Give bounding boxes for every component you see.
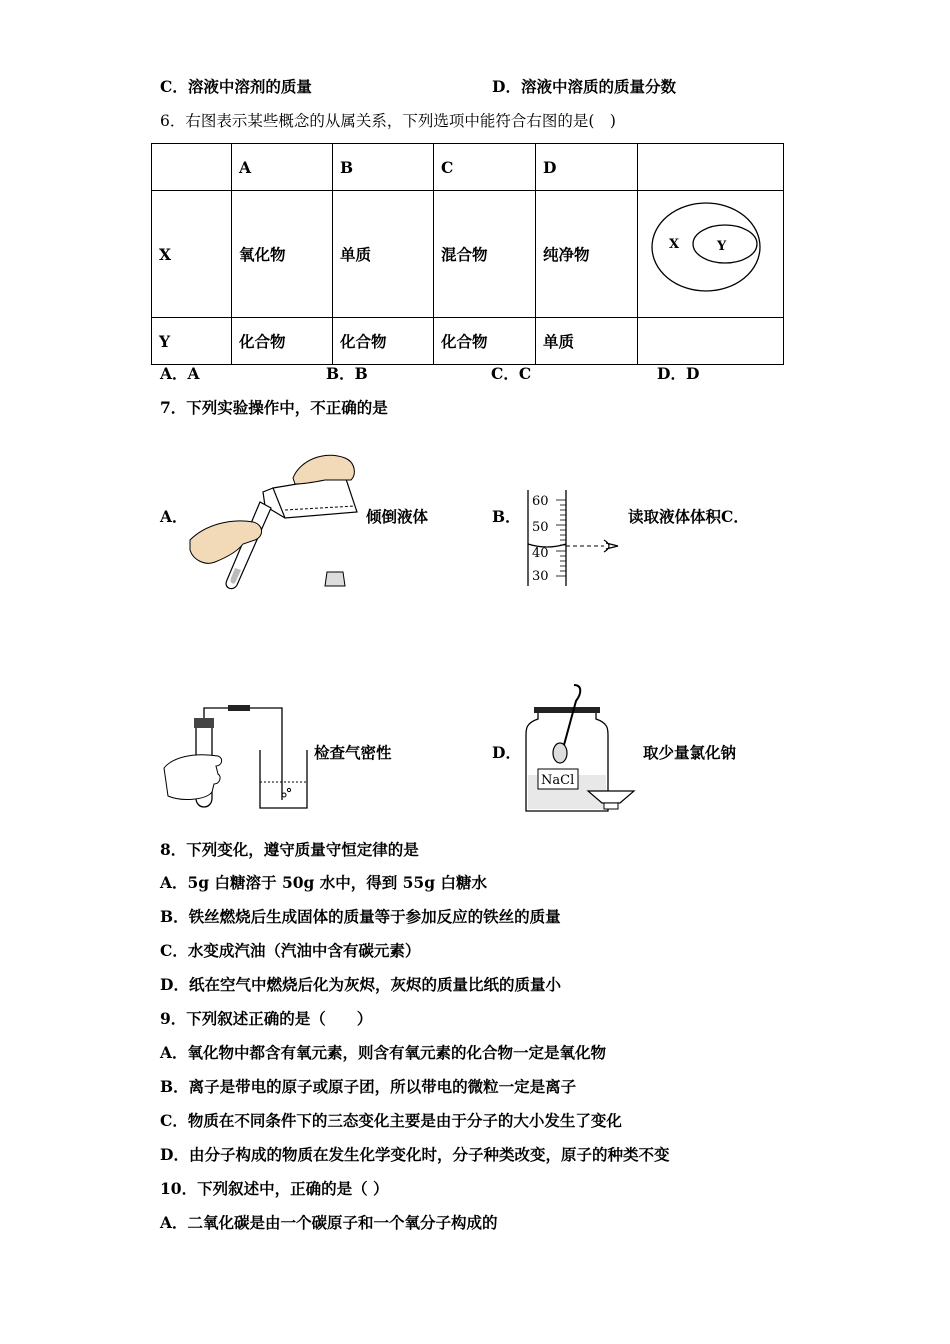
table-cell <box>152 144 232 191</box>
tick-label-60: 60 <box>532 494 549 509</box>
rubber-tube <box>228 705 250 711</box>
table-row-x <box>152 191 784 318</box>
table-cell: 单质 <box>536 318 638 365</box>
hand <box>164 755 222 800</box>
rubber-stopper <box>194 718 214 728</box>
q7-d-label: 取少量氯化钠 <box>643 743 737 762</box>
q9-option-a: A．氧化物中都含有氧元素，则含有氧元素的化合物一定是氧化物 <box>160 1043 607 1062</box>
jar-rim <box>534 707 600 713</box>
q7-c-label: 检查气密性 <box>314 743 392 762</box>
graduated-cylinder-illustration <box>522 488 627 588</box>
table-cell: 化合物 <box>333 318 434 365</box>
q7-b-letter: B． <box>492 507 521 526</box>
spoon-bowl <box>553 743 567 763</box>
q10-option-a: A．二氧化碳是由一个碳原子和一个氧分子构成的 <box>160 1213 498 1232</box>
tick-label-40: 40 <box>532 546 549 561</box>
q6-table <box>151 143 784 365</box>
take-nacl-illustration <box>520 683 640 815</box>
q6-option-a: A．A <box>160 364 200 383</box>
table-cell <box>638 318 784 365</box>
row-label-y: Y <box>152 318 232 365</box>
q7-b-label: 读取液体体积C． <box>628 507 749 526</box>
table-cell: 混合物 <box>434 191 536 318</box>
cylinder-scale <box>556 500 566 576</box>
q8-option-d: D．纸在空气中燃烧后化为灰烬，灰烬的质量比纸的质量小 <box>160 975 561 994</box>
q7-d-letter: D． <box>492 743 521 762</box>
venn-diagram <box>638 191 784 313</box>
airtightness-check-illustration <box>162 700 312 815</box>
pouring-liquid-illustration <box>185 440 360 590</box>
nacl-text: NaCl <box>541 773 575 788</box>
q10-question: 10．下列叙述中，正确的是（ ） <box>160 1179 389 1198</box>
q6-question: 6．右图表示某些概念的从属关系，下列选项中能符合右图的是( ) <box>160 112 616 130</box>
tick-label-30: 30 <box>532 569 549 584</box>
q6-option-d: D．D <box>657 364 700 383</box>
table-header-b: B <box>333 144 434 191</box>
table-cell <box>638 144 784 191</box>
upper-hand <box>293 455 354 484</box>
q9-question: 9．下列叙述正确的是（ ） <box>160 1009 373 1028</box>
q5-option-d: D．溶液中溶质的质量分数 <box>492 77 676 96</box>
q9-option-c: C．物质在不同条件下的三态变化主要是由于分子的大小发生了变化 <box>160 1111 622 1130</box>
table-cell: 纯净物 <box>536 191 638 318</box>
q8-question: 8．下列变化，遵守质量守恒定律的是 <box>160 840 419 859</box>
table-header-d: D <box>536 144 638 191</box>
q5-option-c: C．溶液中溶剂的质量 <box>160 77 312 96</box>
q8-option-c: C．水变成汽油（汽油中含有碳元素） <box>160 941 421 960</box>
q9-option-d: D．由分子构成的物质在发生化学变化时，分子种类改变，原子的种类不变 <box>160 1145 670 1164</box>
beaker <box>260 750 307 808</box>
eye-icon <box>604 540 618 552</box>
q8-option-b: B．铁丝燃烧后生成固体的质量等于参加反应的铁丝的质量 <box>160 907 561 926</box>
table-header-a: A <box>232 144 333 191</box>
table-cell: 氧化物 <box>232 191 333 318</box>
glass-tube <box>204 708 282 800</box>
tick-label-50: 50 <box>532 520 549 535</box>
q7-a-label: 倾倒液体 <box>366 507 429 526</box>
q6-option-b: B．B <box>326 364 368 383</box>
venn-diagram-cell <box>638 191 784 318</box>
table-cell: 化合物 <box>232 318 333 365</box>
table-cell: 化合物 <box>434 318 536 365</box>
dish-base <box>604 803 618 809</box>
table-header-row <box>152 144 784 191</box>
venn-label-y: Y <box>717 239 727 254</box>
bottle-stopper <box>325 572 345 586</box>
q9-option-b: B．离子是带电的原子或原子团，所以带电的微粒一定是离子 <box>160 1077 577 1096</box>
bubble <box>287 788 290 791</box>
q6-option-c: C．C <box>491 364 532 383</box>
table-row-y <box>152 318 784 365</box>
table-header-c: C <box>434 144 536 191</box>
q7-a-letter: A． <box>160 507 188 526</box>
venn-label-x: X <box>669 237 680 252</box>
q8-option-a: A．5g 白糖溶于 50g 水中，得到 55g 白糖水 <box>160 873 487 892</box>
q7-question: 7．下列实验操作中，不正确的是 <box>160 398 388 417</box>
row-label-x: X <box>152 191 232 318</box>
table-cell: 单质 <box>333 191 434 318</box>
